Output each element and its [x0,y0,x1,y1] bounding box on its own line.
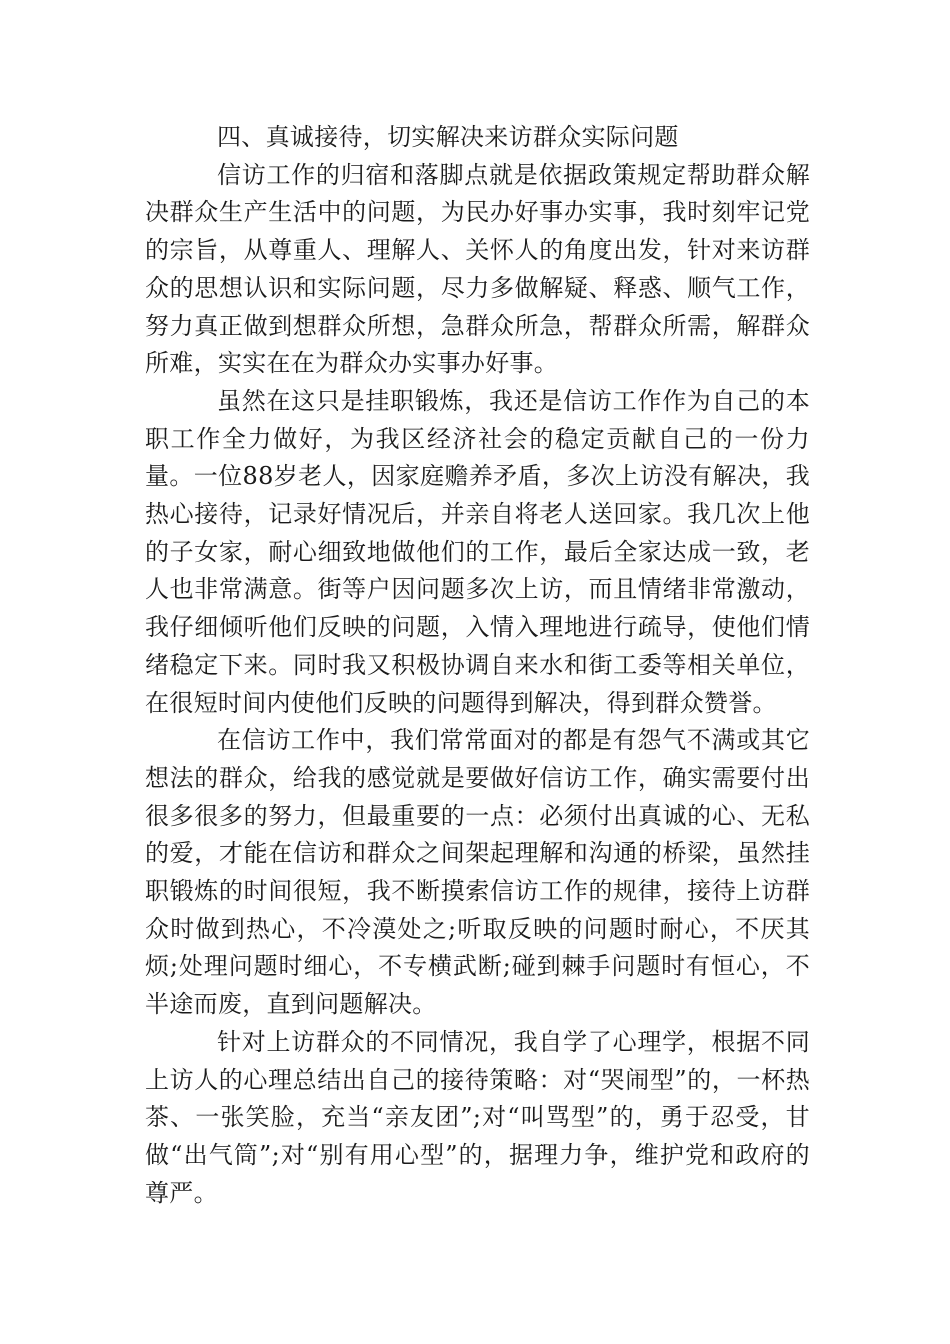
document-body [145,119,810,1212]
paragraph-1: 信访工作的归宿和落脚点就是依据政策规定帮助群众解决群众生产生活中的问题，为民办好事办实事，我时刻牢记党的宗旨，从尊重人、理解人、关怀人的角度出发，针对来访群众的思想认识和实际问题，尽力多做解疑、释惑、顺气工作，努力真正做到想群众所想，急群众所急，帮群众所需，解群众所难，实实在在为群众办实事办好事。 [145,160,810,378]
paragraph-4: 针对上访群众的不同情况，我自学了心理学，根据不同上访人的心理总结出自己的接待策略：对“哭闹型”的，一杯热茶、一张笑脸，充当“亲友团”;对“叫骂型”的，勇于忍受，甘做“出气筒”;对“别有用心型”的，据理力争，维护党和政府的尊严。 [145,1027,810,1207]
paragraph-2: 虽然在这只是挂职锻炼，我还是信访工作作为自己的本职工作全力做好，为我区经济社会的稳定贡献自己的一份力量。一位88岁老人，因家庭赡养矛盾，多次上访没有解决，我热心接待，记录好情况后，并亲自将老人送回家。我几次上他的子女家，耐心细致地做他们的工作，最后全家达成一致，老人也非常满意。街等户因问题多次上访，而且情绪非常激动，我仔细倾听他们反映的问题，入情入理地进行疏导，使他们情绪稳定下来。同时我又积极协调自来水和街工委等相关单位，在很短时间内使他们反映的问题得到解决，得到群众赞誉。 [145,386,810,717]
section-heading: 四、真诚接待，切实解决来访群众实际问题 [217,123,679,151]
paragraph-3: 在信访工作中，我们常常面对的都是有怨气不满或其它想法的群众，给我的感觉就是要做好信访工作，确实需要付出很多很多的努力，但最重要的一点：必须付出真诚的心、无私的爱，才能在信访和群众之间架起理解和沟通的桥梁，虽然挂职锻炼的时间很短，我不断摸索信访工作的规律，接待上访群众时做到热心，不冷漠处之;听取反映的问题时耐心，不厌其烦;处理问题时细心，不专横武断;碰到棘手问题时有恒心，不半途而废，直到问题解决。 [145,726,810,1019]
